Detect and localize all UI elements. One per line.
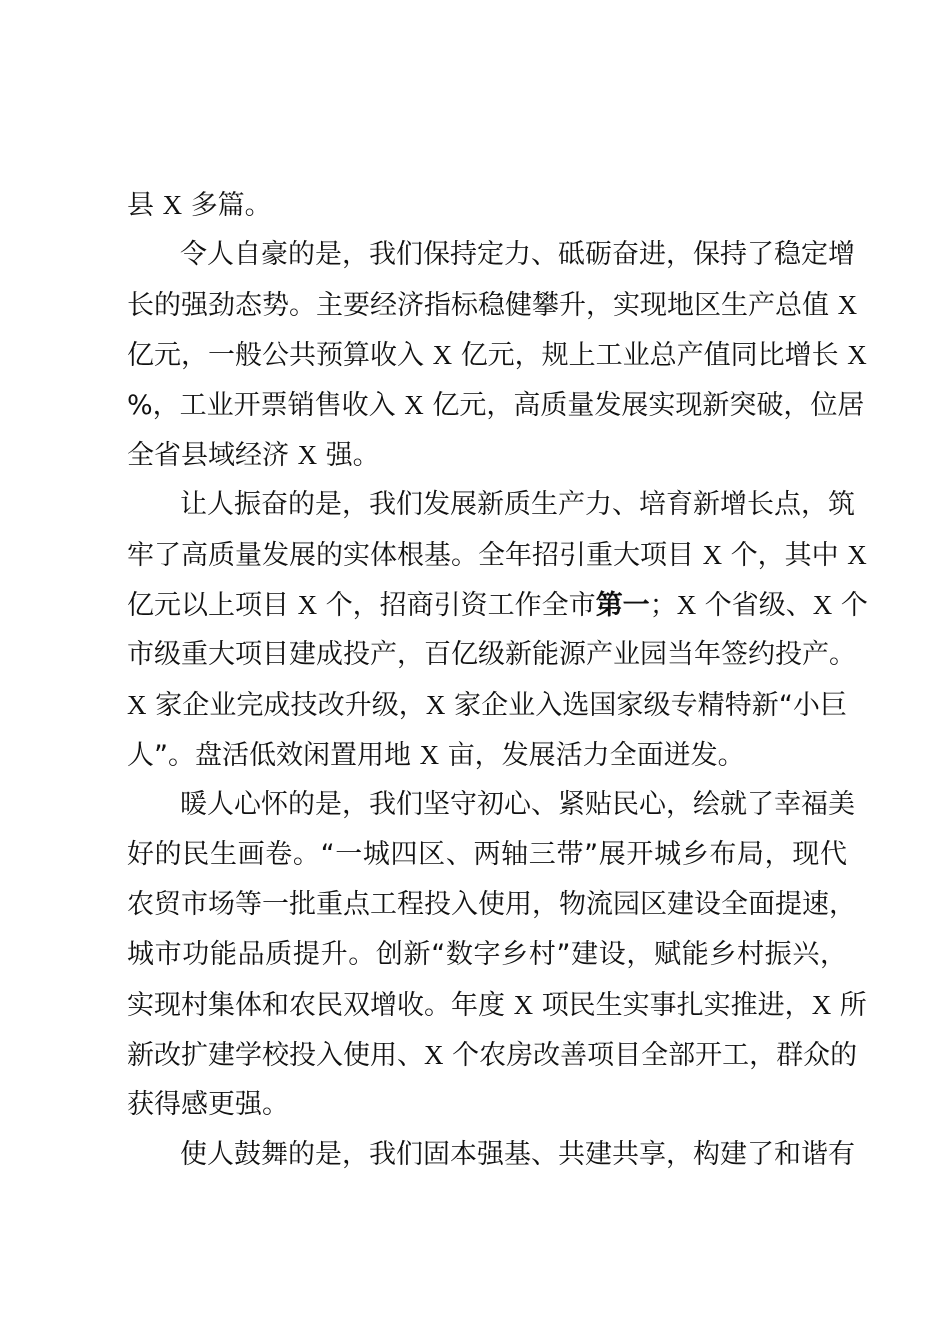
text-line: 亿元，一般公共预算收入 X 亿元，规上工业总产值同比增长 X (127, 340, 867, 371)
text-line: 市级重大项目建成投产，百亿级新能源产业园当年签约投产。 (127, 639, 856, 670)
paragraph-first-line: 暖人心怀的是，我们坚守初心、紧贴民心，绘就了幸福美 (180, 789, 855, 820)
bold-emphasis: 第一 (595, 590, 650, 621)
paragraph-first-line: 让人振奋的是，我们发展新质生产力、培育新增长点，筑 (180, 489, 855, 520)
text-line: 新改扩建学校投入使用、X 个农房改善项目全部开工，群众的 (127, 1040, 858, 1071)
paragraph-first-line: 令人自豪的是，我们保持定力、砥砺奋进，保持了稳定增 (180, 239, 855, 270)
text-line: 获得感更强。 (127, 1089, 289, 1120)
paragraph-first-line: 使人鼓舞的是，我们固本强基、共建共享，构建了和谐有 (180, 1139, 855, 1170)
text-line: %，工业开票销售收入 X 亿元，高质量发展实现新突破，位居 (127, 390, 865, 421)
text-line: 城市功能品质提升。创新“数字乡村”建设，赋能乡村振兴， (127, 939, 847, 970)
text-line: 好的民生画卷。“一城四区、两轴三带”展开城乡布局，现代 (127, 839, 847, 870)
text-line: 县 X 多篇。 (127, 190, 272, 221)
text-line: 牢了高质量发展的实体根基。全年招引重大项目 X 个，其中 X (127, 540, 867, 571)
text-line: 实现村集体和农民双增收。年度 X 项民生实事扎实推进，X 所 (127, 990, 867, 1021)
text-line: 人”。盘活低效闲置用地 X 亩，发展活力全面迸发。 (127, 740, 745, 771)
text-line: 农贸市场等一批重点工程投入使用，物流园区建设全面提速， (127, 889, 856, 920)
text-line: 亿元以上项目 X 个，招商引资工作全市第一；X 个省级、X 个 (127, 590, 868, 621)
text-line: 长的强劲态势。主要经济指标稳健攀升，实现地区生产总值 X (127, 290, 858, 321)
text-line: 全省县域经济 X 强。 (127, 440, 380, 471)
text-line: X 家企业完成技改升级，X 家企业入选国家级专精特新“小巨 (127, 690, 847, 721)
